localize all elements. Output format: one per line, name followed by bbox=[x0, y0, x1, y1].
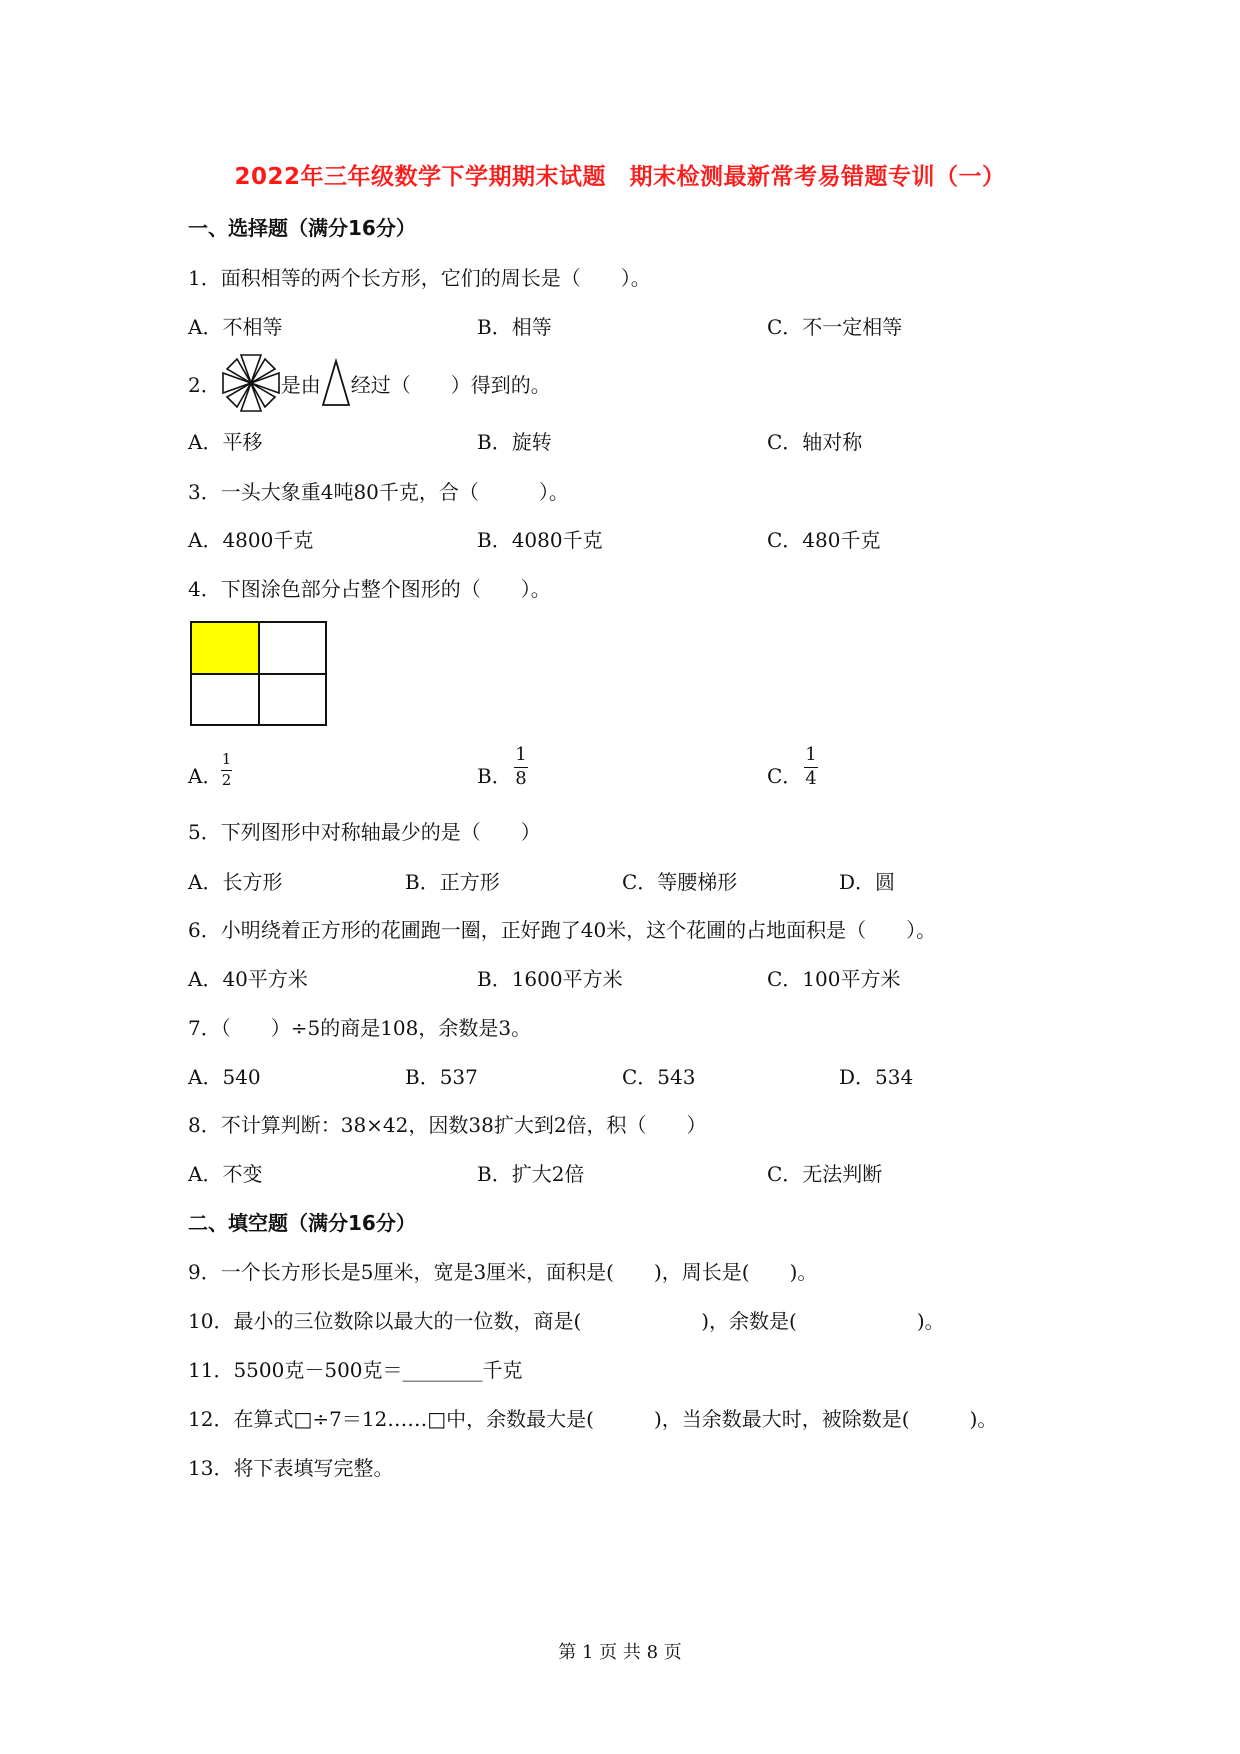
q3-option-a: A．4800千克 bbox=[188, 528, 314, 552]
section-heading-fill: 二、填空题（满分16分） bbox=[188, 1211, 416, 1235]
q5-option-d: D．圆 bbox=[839, 870, 896, 894]
question-10: 10．最小的三位数除以最大的一位数，商是( )，余数是( )。 bbox=[188, 1309, 945, 1333]
question-11: 11．5500克－500克＝________千克 bbox=[188, 1358, 523, 1382]
question-4: 4．下图涂色部分占整个图形的（ ）。 bbox=[188, 577, 551, 601]
q8-option-b: B．扩大2倍 bbox=[477, 1162, 585, 1186]
q8-option-a: A．不变 bbox=[188, 1162, 263, 1186]
q7-option-d: D．534 bbox=[839, 1065, 914, 1089]
q2-tail-text: 经过（ ）得到的。 bbox=[350, 372, 551, 397]
q4-option-a-label: A． bbox=[188, 764, 223, 788]
pinwheel-figure bbox=[221, 353, 281, 413]
question-13: 13．将下表填写完整。 bbox=[188, 1456, 394, 1480]
q6-option-b: B．1600平方米 bbox=[477, 967, 623, 991]
q7-option-a: A．540 bbox=[188, 1065, 261, 1089]
q2-option-b: B．旋转 bbox=[477, 430, 552, 454]
q3-option-c: C．480千克 bbox=[767, 528, 881, 552]
question-12: 12．在算式□÷7＝12……□中，余数最大是( )，当余数最大时，被除数是( )。 bbox=[188, 1407, 998, 1431]
q5-option-c: C．等腰梯形 bbox=[622, 870, 738, 894]
fraction-numerator: 1 bbox=[515, 744, 527, 765]
q4-option-b-label: B． bbox=[477, 764, 512, 788]
fraction-numerator: 1 bbox=[805, 744, 817, 765]
q6-option-a: A．40平方米 bbox=[188, 967, 308, 991]
section-heading-choice: 一、选择题（满分16分） bbox=[188, 216, 416, 240]
fraction-numerator: 1 bbox=[221, 750, 232, 768]
q7-option-c: C．543 bbox=[622, 1065, 696, 1089]
q4-option-c-label: C． bbox=[767, 764, 803, 788]
q2-mid-text: 是由 bbox=[280, 372, 321, 397]
question-3: 3．一头大象重4吨80千克，合（ ）。 bbox=[188, 480, 569, 504]
shaded-grid-figure bbox=[190, 621, 327, 726]
fraction-denominator: 2 bbox=[221, 770, 232, 789]
fraction-denominator: 4 bbox=[805, 767, 817, 789]
q1-option-b: B．相等 bbox=[477, 315, 552, 339]
question-6: 6．小明绕着正方形的花圃跑一圈，正好跑了40米，这个花圃的占地面积是（ ）。 bbox=[188, 918, 937, 942]
q1-option-c: C．不一定相等 bbox=[767, 315, 903, 339]
q1-option-a: A．不相等 bbox=[188, 315, 283, 339]
q5-option-a: A．长方形 bbox=[188, 870, 283, 894]
page-title: 2022年三年级数学下学期期末试题 期末检测最新常考易错题专训（一） bbox=[234, 164, 1006, 190]
q6-option-c: C．100平方米 bbox=[767, 967, 901, 991]
q2-number: 2． bbox=[188, 372, 221, 397]
shaded-cell bbox=[191, 622, 259, 674]
triangle-figure bbox=[321, 358, 351, 408]
question-7: 7．（ ）÷5的商是108，余数是3。 bbox=[188, 1016, 532, 1040]
question-1: 1．面积相等的两个长方形，它们的周长是（ ）。 bbox=[188, 266, 651, 290]
q5-option-b: B．正方形 bbox=[405, 870, 500, 894]
q4-option-b-fraction bbox=[514, 746, 528, 789]
q4-option-c-fraction bbox=[804, 746, 818, 789]
page-footer: 第 1 页 共 8 页 bbox=[558, 1642, 682, 1663]
question-5: 5．下列图形中对称轴最少的是（ ） bbox=[188, 820, 541, 844]
q8-option-c: C．无法判断 bbox=[767, 1162, 883, 1186]
q2-option-a: A．平移 bbox=[188, 430, 263, 454]
fraction-denominator: 8 bbox=[515, 767, 527, 789]
question-2 bbox=[188, 353, 551, 413]
question-9: 9．一个长方形长是5厘米，宽是3厘米，面积是( )，周长是( )。 bbox=[188, 1260, 818, 1284]
q2-option-c: C．轴对称 bbox=[767, 430, 863, 454]
q4-option-a-fraction bbox=[221, 752, 232, 789]
q7-option-b: B．537 bbox=[405, 1065, 478, 1089]
q3-option-b: B．4080千克 bbox=[477, 528, 603, 552]
question-8: 8．不计算判断：38×42，因数38扩大到2倍，积（ ） bbox=[188, 1113, 707, 1137]
